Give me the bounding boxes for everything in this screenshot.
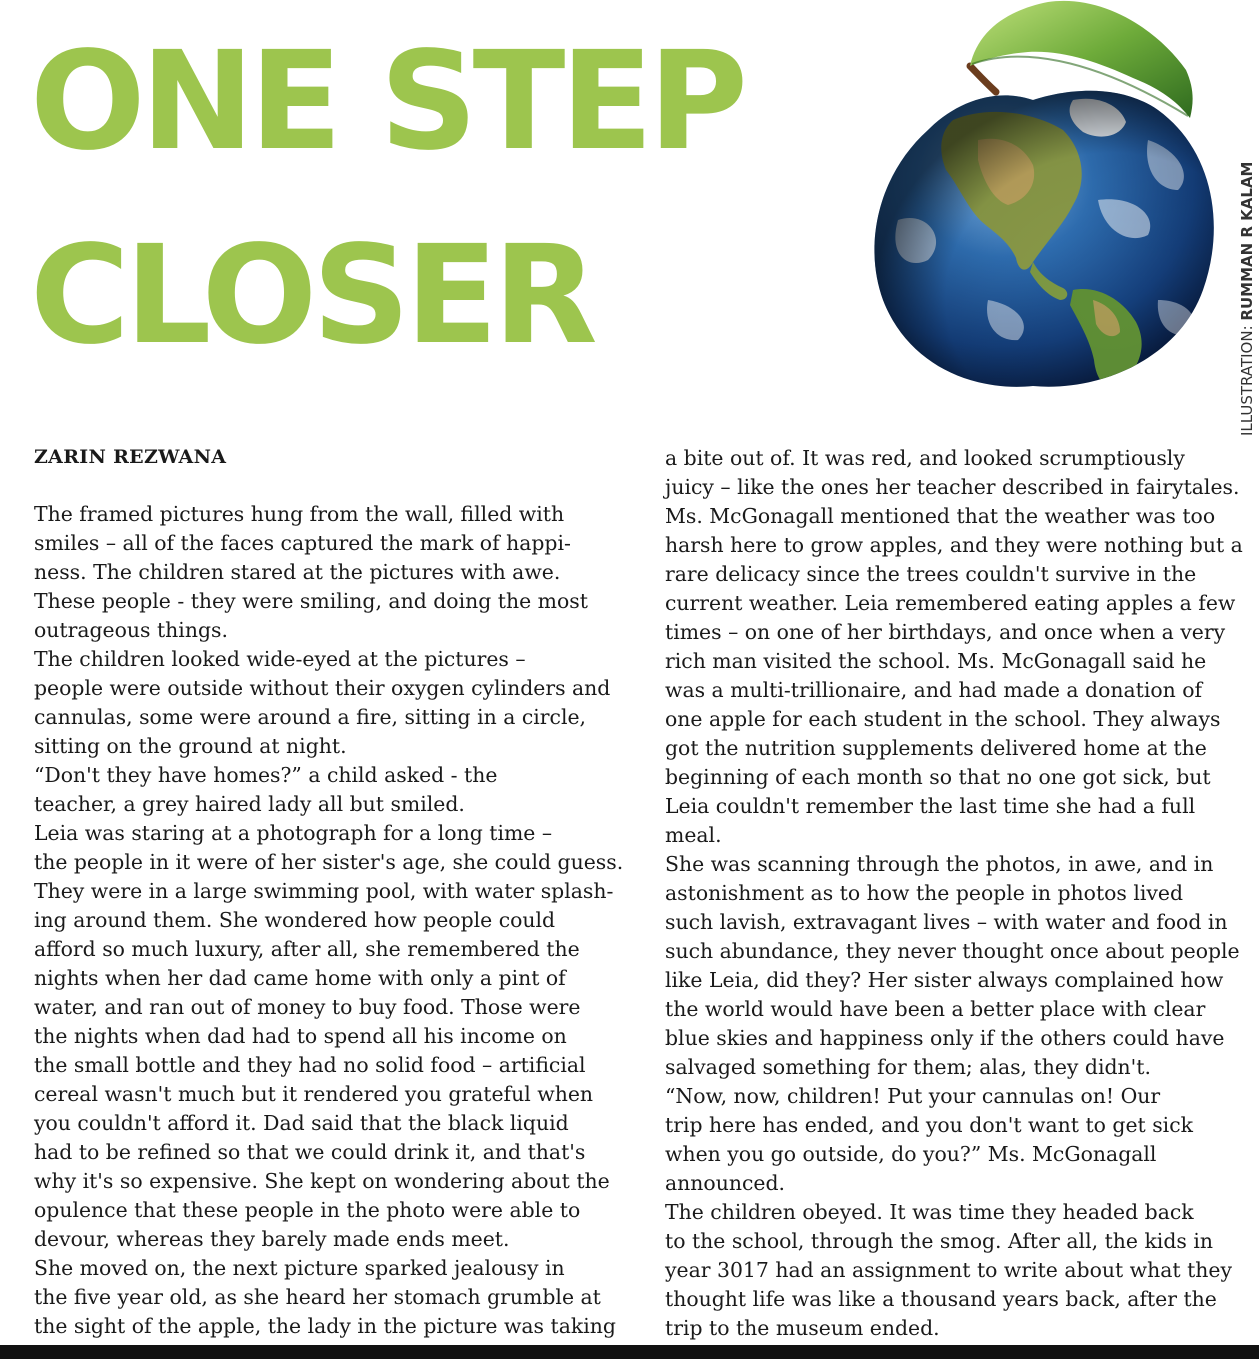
article-line: “Don't they have homes?” a child asked - the [34, 763, 498, 787]
article-line: meal. [665, 823, 722, 847]
bottom-bar [0, 1345, 1259, 1359]
article-line: Ms. McGonagall mentioned that the weather was too [665, 504, 1216, 528]
credit-label: ILLUSTRATION: [1238, 320, 1256, 436]
article-line: The framed pictures hung from the wall, filled with [34, 502, 565, 526]
article-line: teacher, a grey haired lady all but smiled. [34, 792, 465, 816]
article-line: one apple for each student in the school. They always [665, 707, 1221, 731]
article-line: devour, whereas they barely made ends meet. [34, 1227, 510, 1251]
article-line: The children obeyed. It was time they headed back [665, 1200, 1194, 1224]
credit-name: RUMMAN R KALAM [1238, 161, 1256, 321]
article-line: outrageous things. [34, 618, 228, 642]
article-line: astonishment as to how the people in photos lived [665, 881, 1184, 905]
article-line: nights when her dad came home with only a pint of [34, 966, 566, 990]
article-line: thought life was like a thousand years back, after the [665, 1287, 1217, 1311]
article-line: ing around them. She wondered how people could [34, 908, 556, 932]
article-line: you couldn't afford it. Dad said that the black liquid [34, 1111, 569, 1135]
article-line: such lavish, extravagant lives – with water and food in [665, 910, 1228, 934]
article-line: She moved on, the next picture sparked jealousy in [34, 1256, 565, 1280]
article-line: harsh here to grow apples, and they were nothing but a [665, 533, 1243, 557]
article-line: smiles – all of the faces captured the mark of happi- [34, 531, 571, 555]
article-line: when you go outside, do you?” Ms. McGonagall [665, 1142, 1157, 1166]
article-line: announced. [665, 1171, 785, 1195]
article-line: the sight of the apple, the lady in the picture was taking [34, 1314, 616, 1338]
article-line: Leia was staring at a photograph for a long time – [34, 821, 553, 845]
article-line: people were outside without their oxygen cylinders and [34, 676, 611, 700]
article-line: rare delicacy since the trees couldn't survive in the [665, 562, 1197, 586]
earth-apple-icon [858, 0, 1230, 400]
article-line: the nights when dad had to spend all his income on [34, 1024, 567, 1048]
article-line: rich man visited the school. Ms. McGonagall said he [665, 649, 1207, 673]
article-line: trip here has ended, and you don't want to get sick [665, 1113, 1193, 1137]
article-line: year 3017 had an assignment to write about what they [665, 1258, 1232, 1282]
article-column-left [34, 500, 623, 1341]
byline: ZARIN REZWANA [34, 446, 227, 468]
article-line: the people in it were of her sister's age, she could guess. [34, 850, 624, 874]
illustration-credit [1236, 104, 1258, 436]
article-line: These people - they were smiling, and doing the most [34, 589, 588, 613]
article-line: was a multi-trillionaire, and had made a donation of [665, 678, 1203, 702]
title-line-2: CLOSER [30, 217, 593, 375]
article-line: like Leia, did they? Her sister always complained how [665, 968, 1224, 992]
article-line: The children looked wide-eyed at the pictures – [34, 647, 526, 671]
article-line: afford so much luxury, after all, she remembered the [34, 937, 580, 961]
article-line: a bite out of. It was red, and looked scrumptiously [665, 446, 1185, 470]
title-line-1: ONE STEP [30, 23, 743, 181]
article-line: juicy – like the ones her teacher described in fairytales. [665, 475, 1240, 499]
earth-apple-illustration [858, 0, 1230, 400]
article-line: opulence that these people in the photo were able to [34, 1198, 581, 1222]
article-line: cannulas, some were around a fire, sitting in a circle, [34, 705, 587, 729]
article-line: the small bottle and they had no solid food – artificial [34, 1053, 586, 1077]
article-line: They were in a large swimming pool, with water splash- [34, 879, 614, 903]
article-line: trip to the museum ended. [665, 1316, 940, 1340]
article-line: ness. The children stared at the pictures with awe. [34, 560, 561, 584]
article-line: cereal wasn't much but it rendered you grateful when [34, 1082, 594, 1106]
article-column-right [665, 444, 1243, 1343]
article-line: Leia couldn't remember the last time she had a full [665, 794, 1196, 818]
article-line: times – on one of her birthdays, and once when a very [665, 620, 1226, 644]
article-line: She was scanning through the photos, in awe, and in [665, 852, 1214, 876]
article-line: current weather. Leia remembered eating apples a few [665, 591, 1236, 615]
article-line: to the school, through the smog. After all, the kids in [665, 1229, 1213, 1253]
article-line: blue skies and happiness only if the others could have [665, 1026, 1225, 1050]
article-line: the world would have been a better place with clear [665, 997, 1206, 1021]
article-line: such abundance, they never thought once about people [665, 939, 1240, 963]
article-line: “Now, now, children! Put your cannulas on! Our [665, 1084, 1161, 1108]
article-line: water, and ran out of money to buy food. Those were [34, 995, 581, 1019]
article-line: had to be refined so that we could drink it, and that's [34, 1140, 586, 1164]
article-line: the five year old, as she heard her stomach grumble at [34, 1285, 601, 1309]
article-line: salvaged something for them; alas, they didn't. [665, 1055, 1151, 1079]
article-line: got the nutrition supplements delivered home at the [665, 736, 1207, 760]
article-line: beginning of each month so that no one got sick, but [665, 765, 1211, 789]
apple-stem [970, 66, 996, 92]
article-line: sitting on the ground at night. [34, 734, 347, 758]
article-line: why it's so expensive. She kept on wondering about the [34, 1169, 610, 1193]
